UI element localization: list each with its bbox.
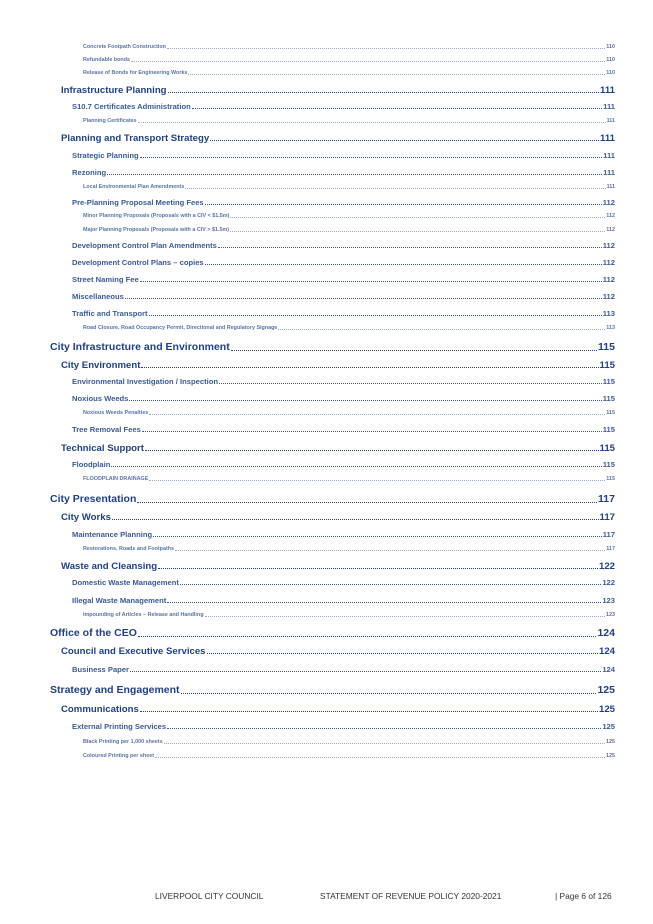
toc-entry-page: 124 xyxy=(598,646,615,657)
toc-entry[interactable] xyxy=(83,118,615,124)
toc-entry[interactable] xyxy=(83,57,615,63)
toc-entry-title: Planning and Transport Strategy xyxy=(61,133,210,144)
toc-entry-page: 113 xyxy=(602,309,615,318)
toc-entry-page: 111 xyxy=(603,102,615,111)
toc-entry[interactable] xyxy=(83,476,615,482)
footer-page-number: | Page 6 of 126 xyxy=(555,891,612,901)
toc-entry-title: Restorations, Roads and Footpaths xyxy=(83,546,175,552)
toc-entry-title: Communications xyxy=(61,704,139,715)
toc-entry-page: 123 xyxy=(606,612,615,618)
footer-document-title: STATEMENT OF REVENUE POLICY 2020-2021 xyxy=(320,891,502,901)
toc-entry-page: 125 xyxy=(606,739,615,745)
toc-entry-page: 124 xyxy=(597,627,615,639)
toc-dot-leader xyxy=(175,550,605,551)
toc-entry-page: 125 xyxy=(602,722,615,731)
toc-entry-page: 112 xyxy=(602,292,615,301)
toc-entry[interactable] xyxy=(61,561,615,572)
toc-dot-leader xyxy=(140,157,602,158)
toc-entry[interactable] xyxy=(83,70,615,76)
toc-entry[interactable] xyxy=(83,753,615,759)
toc-dot-leader xyxy=(188,74,605,75)
toc-dot-leader xyxy=(207,653,598,654)
toc-dot-leader xyxy=(231,350,597,351)
toc-entry[interactable] xyxy=(83,739,615,745)
toc-entry-page: 125 xyxy=(598,704,615,715)
toc-entry-title: Local Environmental Plan Amendments xyxy=(83,184,185,190)
toc-entry[interactable] xyxy=(50,341,615,353)
toc-entry-page: 115 xyxy=(602,425,615,434)
toc-dot-leader xyxy=(192,108,602,109)
toc-dot-leader xyxy=(164,743,605,744)
toc-entry-title: Rezoning xyxy=(72,168,107,177)
toc-entry-title: FLOODPLAIN DRAINAGE xyxy=(83,476,149,482)
toc-entry[interactable] xyxy=(72,578,615,587)
toc-entry[interactable] xyxy=(72,275,615,284)
toc-entry-page: 115 xyxy=(599,360,615,371)
toc-entry-page: 117 xyxy=(606,546,615,552)
toc-entry[interactable] xyxy=(83,612,615,618)
toc-entry-title: Coloured Printing per sheet xyxy=(83,753,154,759)
toc-entry-title: Concrete Footpath Construction xyxy=(83,44,166,50)
toc-entry[interactable] xyxy=(72,665,615,674)
toc-entry[interactable] xyxy=(61,704,615,715)
toc-entry-title: Black Printing per 1,000 sheets xyxy=(83,739,163,745)
page-footer xyxy=(0,891,653,905)
toc-entry[interactable] xyxy=(61,133,615,144)
toc-dot-leader xyxy=(278,329,605,330)
toc-entry-page: 124 xyxy=(602,665,615,674)
toc-entry-title: Noxious Weeds xyxy=(72,394,129,403)
footer-organisation: LIVERPOOL CITY COUNCIL xyxy=(155,891,264,901)
toc-entry-page: 112 xyxy=(602,198,615,207)
toc-entry[interactable] xyxy=(50,627,615,639)
toc-entry-page: 111 xyxy=(600,133,615,144)
toc-entry-page: 117 xyxy=(598,493,615,505)
toc-dot-leader xyxy=(167,728,601,729)
toc-entry-title: Business Paper xyxy=(72,665,129,674)
toc-dot-leader xyxy=(142,431,602,432)
toc-entry-page: 125 xyxy=(597,684,615,696)
toc-entry-page: 117 xyxy=(599,512,615,523)
toc-entry[interactable] xyxy=(72,102,615,111)
toc-entry-title: Development Control Plan Amendments xyxy=(72,241,217,250)
toc-entry[interactable] xyxy=(72,460,615,469)
toc-dot-leader xyxy=(149,480,605,481)
toc-entry[interactable] xyxy=(72,198,615,207)
toc-entry[interactable] xyxy=(61,512,615,523)
toc-entry-title: Waste and Cleansing xyxy=(61,561,158,572)
toc-entry-title: Development Control Plans – copies xyxy=(72,258,204,267)
toc-entry-title: Pre-Planning Proposal Meeting Fees xyxy=(72,198,204,207)
toc-dot-leader xyxy=(219,383,602,384)
toc-entry-title: Illegal Waste Management xyxy=(72,596,167,605)
toc-entry-page: 115 xyxy=(599,443,615,454)
toc-dot-leader xyxy=(205,264,602,265)
toc-entry-title: Technical Support xyxy=(61,443,144,454)
toc-dot-leader xyxy=(138,636,597,637)
toc-dot-leader xyxy=(153,536,602,537)
toc-entry-title: City Presentation xyxy=(50,493,137,505)
toc-entry-page: 117 xyxy=(602,530,615,539)
toc-entry-title: Tree Removal Fees xyxy=(72,425,141,434)
toc-dot-leader xyxy=(149,315,602,316)
toc-entry-title: Domestic Waste Management xyxy=(72,578,179,587)
toc-dot-leader xyxy=(158,568,598,569)
toc-entry-page: 110 xyxy=(606,70,615,76)
toc-dot-leader xyxy=(167,602,601,603)
toc-entry-page: 115 xyxy=(602,394,615,403)
toc-dot-leader xyxy=(130,671,601,672)
toc-entry-page: 111 xyxy=(606,118,615,124)
toc-entry-page: 115 xyxy=(606,476,615,482)
toc-entry-title: City Infrastructure and Environment xyxy=(50,341,230,353)
toc-entry[interactable] xyxy=(72,241,615,250)
toc-entry[interactable] xyxy=(50,493,615,505)
toc-entry[interactable] xyxy=(83,184,615,190)
toc-dot-leader xyxy=(137,502,597,503)
toc-entry[interactable] xyxy=(72,394,615,403)
toc-entry[interactable] xyxy=(83,227,615,233)
toc-entry-page: 115 xyxy=(606,410,615,416)
toc-entry-page: 113 xyxy=(606,325,615,331)
toc-entry-title: Council and Executive Services xyxy=(61,646,206,657)
toc-entry[interactable] xyxy=(72,309,615,318)
toc-entry[interactable] xyxy=(72,596,615,605)
toc-entry-page: 112 xyxy=(602,275,615,284)
toc-entry-title: Planning Certificates xyxy=(83,118,137,124)
toc-dot-leader xyxy=(138,122,606,123)
toc-entry[interactable] xyxy=(72,151,615,160)
toc-entry-title: Noxious Weeds Penalties xyxy=(83,410,149,416)
toc-entry-title: Major Planning Proposals (Proposals with a CIV > $1.5m) xyxy=(83,227,230,233)
toc-entry-page: 110 xyxy=(606,57,615,63)
toc-entry-title: Environmental Investigation / Inspection xyxy=(72,377,218,386)
toc-entry[interactable] xyxy=(72,530,615,539)
toc-dot-leader xyxy=(145,450,599,451)
toc-entry-page: 123 xyxy=(602,596,615,605)
toc-entry[interactable] xyxy=(72,258,615,267)
toc-dot-leader xyxy=(181,693,597,694)
toc-entry-title: Impounding of Articles – Release and Handling xyxy=(83,612,204,618)
toc-entry-title: City Works xyxy=(61,512,111,523)
toc-entry-title: External Printing Services xyxy=(72,722,167,731)
toc-dot-leader xyxy=(112,519,599,520)
toc-entry[interactable] xyxy=(83,213,615,219)
toc-entry-title: Miscellaneous xyxy=(72,292,124,301)
toc-entry[interactable] xyxy=(72,168,615,177)
toc-entry-title: Road Closure, Road Occupancy Permit, Directional and Regulatory Signage xyxy=(83,325,278,331)
toc-dot-leader xyxy=(210,140,599,141)
toc-dot-leader xyxy=(167,48,605,49)
toc-entry[interactable] xyxy=(61,443,615,454)
toc-dot-leader xyxy=(185,188,605,189)
toc-dot-leader xyxy=(111,466,601,467)
toc-entry-title: Refundable bonds xyxy=(83,57,131,63)
toc-entry-page: 115 xyxy=(598,341,615,353)
toc-dot-leader xyxy=(149,414,605,415)
toc-entry[interactable] xyxy=(50,684,615,696)
toc-entry-title: Maintenance Planning xyxy=(72,530,153,539)
toc-entry[interactable] xyxy=(72,425,615,434)
toc-entry-title: Strategy and Engagement xyxy=(50,684,180,696)
toc-dot-leader xyxy=(205,616,605,617)
toc-entry-title: Minor Planning Proposals (Proposals with a CIV < $1.5m) xyxy=(83,213,230,219)
toc-entry-page: 111 xyxy=(603,168,615,177)
toc-entry-page: 111 xyxy=(606,184,615,190)
toc-entry-title: Infrastructure Planning xyxy=(61,85,167,96)
toc-entry-title: Release of Bonds for Engineering Works xyxy=(83,70,188,76)
toc-entry-title: S10.7 Certificates Administration xyxy=(72,102,191,111)
toc-dot-leader xyxy=(140,281,602,282)
toc-entry-title: Strategic Planning xyxy=(72,151,139,160)
toc-entry-page: 122 xyxy=(602,578,615,587)
toc-dot-leader xyxy=(205,204,602,205)
toc-dot-leader xyxy=(155,757,605,758)
toc-entry[interactable] xyxy=(83,44,615,50)
toc-dot-leader xyxy=(230,217,605,218)
toc-entry[interactable] xyxy=(61,646,615,657)
toc-entry[interactable] xyxy=(72,722,615,731)
toc-entry-page: 112 xyxy=(606,227,615,233)
toc-entry[interactable] xyxy=(83,546,615,552)
toc-entry[interactable] xyxy=(83,325,615,331)
toc-dot-leader xyxy=(141,367,598,368)
toc-entry-page: 115 xyxy=(602,460,615,469)
toc-entry-page: 110 xyxy=(606,44,615,50)
toc-dot-leader xyxy=(131,61,605,62)
toc-entry[interactable] xyxy=(72,292,615,301)
toc-entry-title: Floodplain xyxy=(72,460,111,469)
toc-dot-leader xyxy=(230,231,605,232)
toc-entry-page: 115 xyxy=(602,377,615,386)
toc-dot-leader xyxy=(125,298,602,299)
toc-entry-title: Traffic and Transport xyxy=(72,309,148,318)
toc-entry-title: City Environment xyxy=(61,360,141,371)
toc-entry-page: 112 xyxy=(606,213,615,219)
toc-entry-page: 122 xyxy=(598,561,615,572)
toc-entry[interactable] xyxy=(72,377,615,386)
toc-entry-page: 125 xyxy=(606,753,615,759)
toc-entry-title: Street Naming Fee xyxy=(72,275,139,284)
toc-dot-leader xyxy=(180,584,601,585)
toc-dot-leader xyxy=(140,711,598,712)
toc-entry-page: 111 xyxy=(600,85,615,96)
toc-dot-leader xyxy=(168,92,600,93)
toc-entry-page: 112 xyxy=(602,258,615,267)
toc-entry-page: 111 xyxy=(603,151,615,160)
toc-entry-title: Office of the CEO xyxy=(50,627,137,639)
toc-dot-leader xyxy=(129,400,601,401)
toc-entry[interactable] xyxy=(61,360,615,371)
toc-dot-leader xyxy=(218,247,602,248)
toc-entry-page: 112 xyxy=(602,241,615,250)
toc-entry[interactable] xyxy=(83,410,615,416)
toc-dot-leader xyxy=(107,174,602,175)
toc-entry[interactable] xyxy=(61,85,615,96)
